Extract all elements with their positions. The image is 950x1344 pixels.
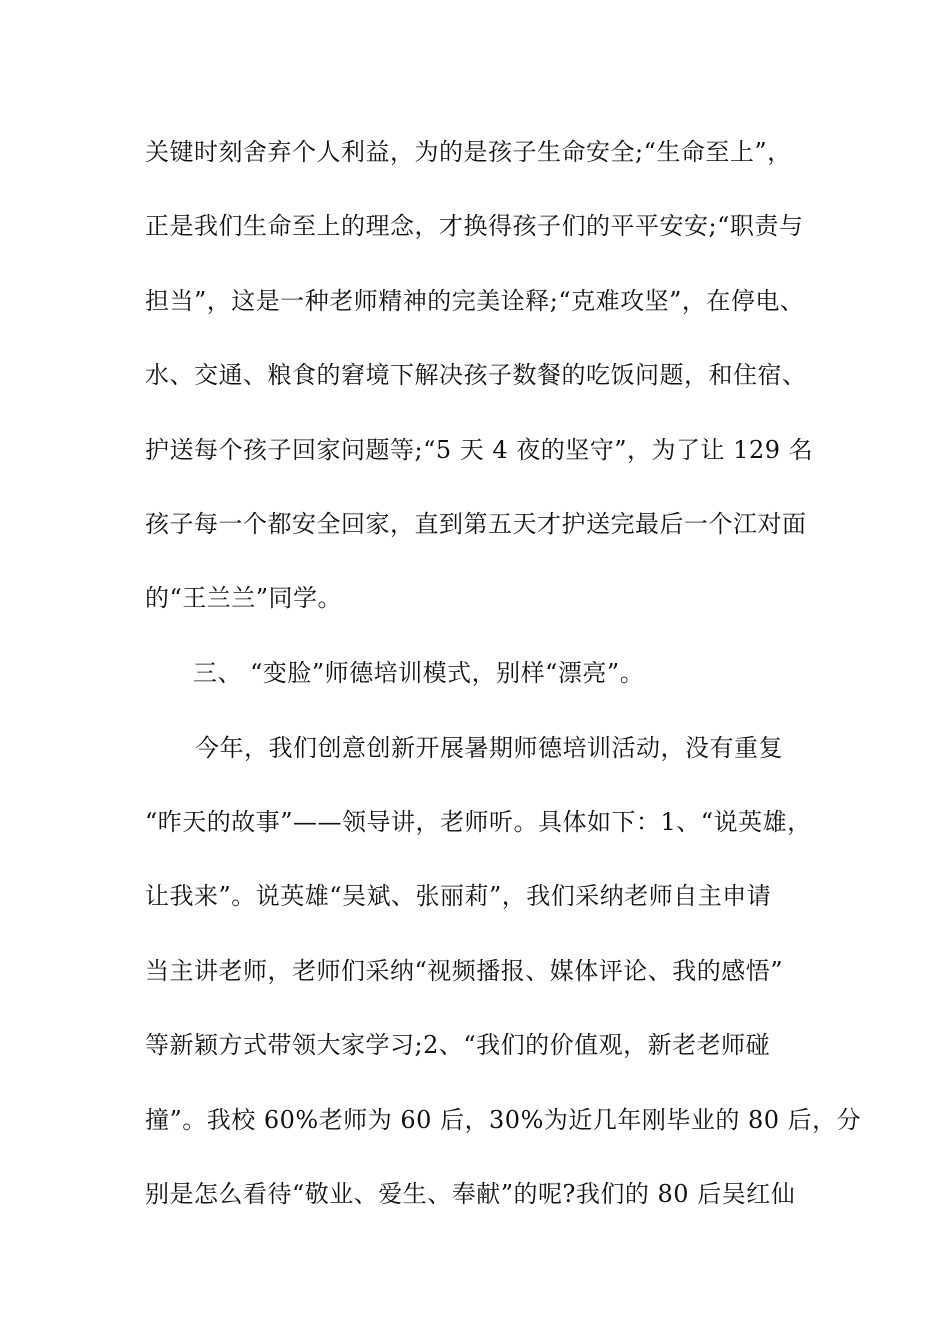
text-line-15: 别是怎么看待“敬业、爱生、奉献”的呢?我们的 80 后吴红仙 xyxy=(145,1180,796,1208)
text-line-1: 关键时刻舍弃个人利益，为的是孩子生命安全;“生命至上”， xyxy=(145,138,792,166)
text-line-3: 担当”，这是一种老师精神的完美诠释;“克难攻坚”，在停电、 xyxy=(145,287,805,315)
text-line-7: 的“王兰兰”同学。 xyxy=(145,584,343,612)
text-line-10: “昨天的故事”——领导讲，老师听。具体如下：1、“说英雄， xyxy=(145,808,812,836)
text-line-9: 今年，我们创意创新开展暑期师德培训活动，没有重复 xyxy=(195,734,783,762)
text-line-6: 孩子每一个都安全回家，直到第五天才护送完最后一个江对面 xyxy=(145,510,807,538)
text-line-13: 等新颖方式带领大家学习;2、“我们的价值观，新老老师碰 xyxy=(145,1031,771,1059)
text-line-12: 当主讲老师，老师们采纳“视频播报、媒体评论、我的感悟” xyxy=(145,957,784,985)
text-line-2: 正是我们生命至上的理念，才换得孩子们的平平安安;“职责与 xyxy=(145,212,804,240)
text-line-4: 水、交通、粮食的窘境下解决孩子数餐的吃饭问题，和住宿、 xyxy=(145,361,807,389)
section-heading: 三、 “变脸”师德培训模式，别样“漂亮”。 xyxy=(193,659,645,687)
text-line-11: 让我来”。说英雄“吴斌、张丽莉”，我们采纳老师自主申请 xyxy=(145,882,772,910)
text-line-14: 撞”。我校 60%老师为 60 后，30%为近几年刚毕业的 80 后，分 xyxy=(145,1106,862,1134)
text-line-5: 护送每个孩子回家问题等;“5 天 4 夜的坚守”，为了让 129 名 xyxy=(145,436,814,464)
